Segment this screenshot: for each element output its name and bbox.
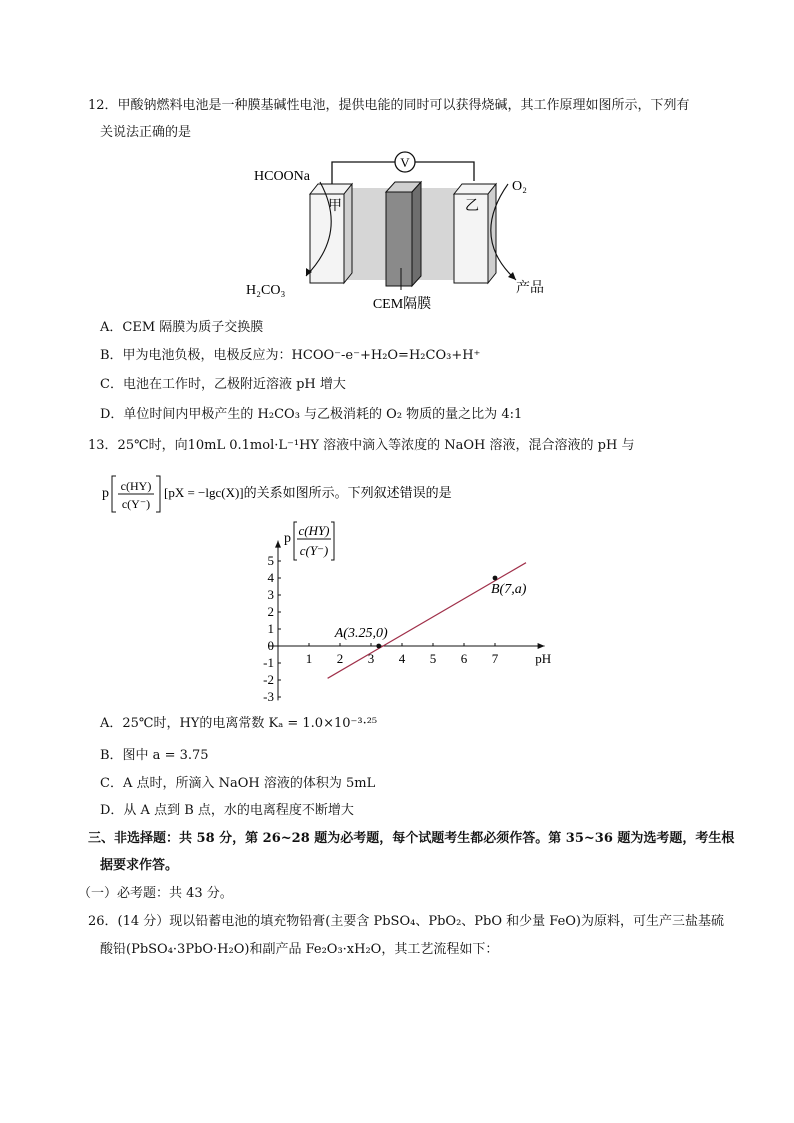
voltmeter-label: V [400,155,410,170]
q13-stem-line1: 13．25℃时，向10mL 0.1mol·L⁻¹HY 溶液中滴入等浓度的 NaOH 溶液，混合溶液的 pH 与 [88,438,635,453]
y-tick-label: 5 [267,553,274,568]
y-tick-label: 4 [267,570,274,585]
x-tick-label: 7 [491,651,499,666]
section3-heading-line1: 三、非选择题：共 58 分，第 26~28 题为必考题，每个试题考生都必须作答。第 35~36 题为选考题，考生根 [88,831,735,846]
cem-label: CEM隔膜 [372,297,432,312]
h2co3-label: H₂CO₃ [246,283,286,298]
ph-chart [250,516,552,714]
y-tick-label: 1 [267,621,274,636]
q26-stem-line1: 26．(14 分）现以铅蓄电池的填充物铅膏(主要含 PbSO₄、PbO₂、PbO 和少量 FeO)为原料，可生产三盐基硫 [88,914,724,929]
y-label-left-bracket [294,522,297,560]
x-tick-label: 3 [367,651,375,666]
y-tick-label: 3 [267,587,274,602]
y-axis-label-numerator: c(HY) [298,523,330,538]
product-label: 产品 [516,281,544,296]
q12-stem-line1: 12．甲酸钠燃料电池是一种膜基碱性电池，提供电能的同时可以获得烧碱，其工作原理如图所示，下列有 [88,98,690,113]
electrode-jia-side [344,184,352,283]
q12-option-d: D．单位时间内甲极产生的 H₂CO₃ 与乙极消耗的 O₂ 物质的量之比为 4:1 [100,407,523,422]
y-tick-label: 2 [267,604,274,619]
q12-stem-line2: 关说法正确的是 [100,125,192,140]
q13-option-a: A．25℃时，HY的电离常数 Kₐ = 1.0×10⁻³·²⁵ [100,716,378,731]
fuel-cell-diagram [240,148,560,314]
q12-option-b: B．甲为电池负极，电极反应为：HCOO⁻-e⁻+H₂O=H₂CO₃+H⁺ [100,348,481,363]
q13-formula [100,470,580,516]
electrode-yi-side [488,184,496,283]
y-tick-label: -3 [263,689,274,704]
left-bracket [112,476,116,512]
y-tick-label: 0 [267,638,274,653]
hcoona-label: HCOONa [254,169,310,184]
q12-option-c: C．电池在工作时，乙极附近溶液 pH 增大 [100,377,346,392]
x-axis-arrow-icon [538,643,545,649]
x-tick-label: 1 [305,651,313,666]
q13-option-d: D．从 A 点到 B 点，水的电离程度不断增大 [100,803,354,818]
point-label: B(7,a) [491,582,527,597]
y-axis-label-denominator: c(Y⁻) [299,543,329,558]
q13-option-b: B．图中 a = 3.75 [100,748,209,763]
formula-p: p [102,486,109,501]
x-tick-label: 5 [429,651,437,666]
right-bracket [156,476,160,512]
y-tick-label: -2 [263,672,274,687]
data-point [376,644,381,649]
q26-stem-line2: 酸铅(PbSO₄·3PbO·H₂O)和副产品 Fe₂O₃·xH₂O，其工艺流程如下： [100,942,499,957]
x-axis-label: pH [535,651,552,666]
y-tick-label: -1 [263,655,274,670]
formula-numerator: c(HY) [120,479,152,493]
x-tick-label: 4 [398,651,406,666]
q13-stem-line2-suffix: [pX = −lgc(X)]的关系如图所示。下列叙述错误的是 [164,485,452,500]
y-label-right-bracket [331,522,334,560]
y-axis-arrow-icon [275,541,281,548]
data-point [493,576,498,581]
section3-subheading: （一）必考题：共 43 分。 [78,886,233,901]
x-tick-label: 6 [460,651,468,666]
q13-option-c: C．A 点时，所滴入 NaOH 溶液的体积为 5mL [100,776,376,791]
point-label: A(3.25,0) [334,626,388,641]
q12-option-a: A．CEM 隔膜为质子交换膜 [100,320,264,335]
x-tick-label: 2 [336,651,344,666]
electrode-yi-label: 乙 [465,199,479,214]
wire-right [415,162,474,181]
section3-heading-line2: 据要求作答。 [100,858,179,873]
y-axis-label-p: p [284,531,291,546]
formula-denominator: c(Y⁻) [121,497,151,511]
cem-membrane [386,192,412,286]
membrane-side [412,182,421,286]
o2-label: O₂ [512,179,527,194]
electrode-jia-label: 甲 [328,199,342,214]
wire-left [332,162,395,185]
